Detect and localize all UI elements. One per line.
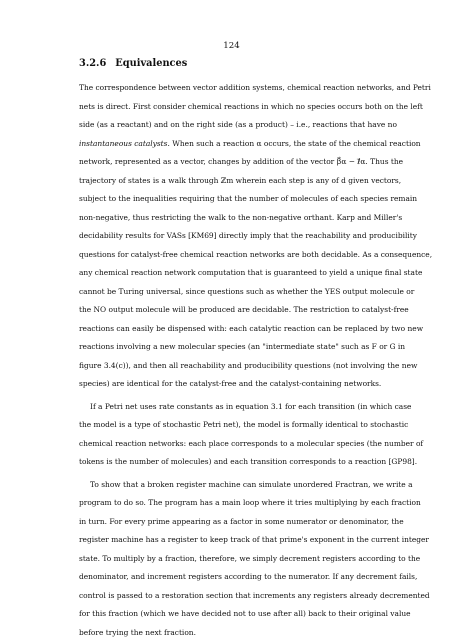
text-line: control is passed to a restoration section that increments any registers already decremented <box>79 587 382 606</box>
body-text <box>79 79 382 642</box>
text-line: The correspondence between vector addition systems, chemical reaction networks, and Petri <box>79 79 382 98</box>
text-line: network, represented as a vector, changes by addition of the vector β⃗α − ℓ⃗α. Thus the <box>79 153 382 172</box>
text-line: questions for catalyst-free chemical reaction networks are both decidable. As a consequence, <box>79 246 382 265</box>
text-line: any chemical reaction network computation that is guaranteed to yield a unique final state <box>79 264 382 283</box>
text-line: denominator, and increment registers according to the numerator. If any decrement fails, <box>79 568 382 587</box>
text-line: chemical reaction networks: each place corresponds to a molecular species (the number of <box>79 435 382 454</box>
text-line: cannot be Turing universal, since questions such as whether the YES output molecule or <box>79 283 382 302</box>
page-number: 124 <box>0 41 463 51</box>
text-line: state. To multiply by a fraction, therefore, we simply decrement registers according to the <box>79 550 382 569</box>
section-heading <box>79 58 187 69</box>
text-line: in turn. For every prime appearing as a factor in some numerator or denominator, the <box>79 513 382 532</box>
text-line: non-negative, thus restricting the walk to the non-negative orthant. Karp and Miller's <box>79 209 382 228</box>
text-line: trajectory of states is a walk through ℤm wherein each step is any of d given vectors, <box>79 172 382 191</box>
text-line: for this fraction (which we have decided not to use after all) back to their original value <box>79 605 382 624</box>
text-line: before trying the next fraction. <box>79 624 382 642</box>
text-line: decidability results for VASs [KM69] directly imply that the reachability and producibility <box>79 227 382 246</box>
text-line: nets is direct. First consider chemical reactions in which no species occurs both on the left <box>79 98 382 117</box>
text-line: program to do so. The program has a main loop where it tries multiplying by each fraction <box>79 494 382 513</box>
text-line: reactions involving a new molecular species (an "intermediate state" such as F or G in <box>79 338 382 357</box>
text-line: register machine has a register to keep track of that prime's exponent in the current integer <box>79 531 382 550</box>
text-line: the model is a type of stochastic Petri net), the model is formally identical to stochastic <box>79 416 382 435</box>
text-line: To show that a broken register machine can simulate unordered Fractran, we write a <box>79 476 382 495</box>
text-line: instantaneous catalysts. When such a reaction α occurs, the state of the chemical reaction <box>79 135 382 154</box>
text-line: tokens is the number of molecules) and each transition corresponds to a reaction [GP98]. <box>79 453 382 472</box>
section-number: 3.2.6 <box>79 58 106 69</box>
text-line: subject to the inequalities requiring that the number of molecules of each species remain <box>79 190 382 209</box>
text-line: figure 3.4(c)), and then all reachability and producibility questions (not involving the new <box>79 357 382 376</box>
text-line: If a Petri net uses rate constants as in equation 3.1 for each transition (in which case <box>79 398 382 417</box>
text-line: reactions can easily be dispensed with: each catalytic reaction can be replaced by two new <box>79 320 382 339</box>
text-line: the NO output molecule will be produced are decidable. The restriction to catalyst-free <box>79 301 382 320</box>
section-title: Equivalences <box>115 58 187 69</box>
text-line: species) are identical for the catalyst-free and the catalyst-containing networks. <box>79 375 382 394</box>
text-line: side (as a reactant) and on the right side (as a product) – i.e., reactions that have no <box>79 116 382 135</box>
